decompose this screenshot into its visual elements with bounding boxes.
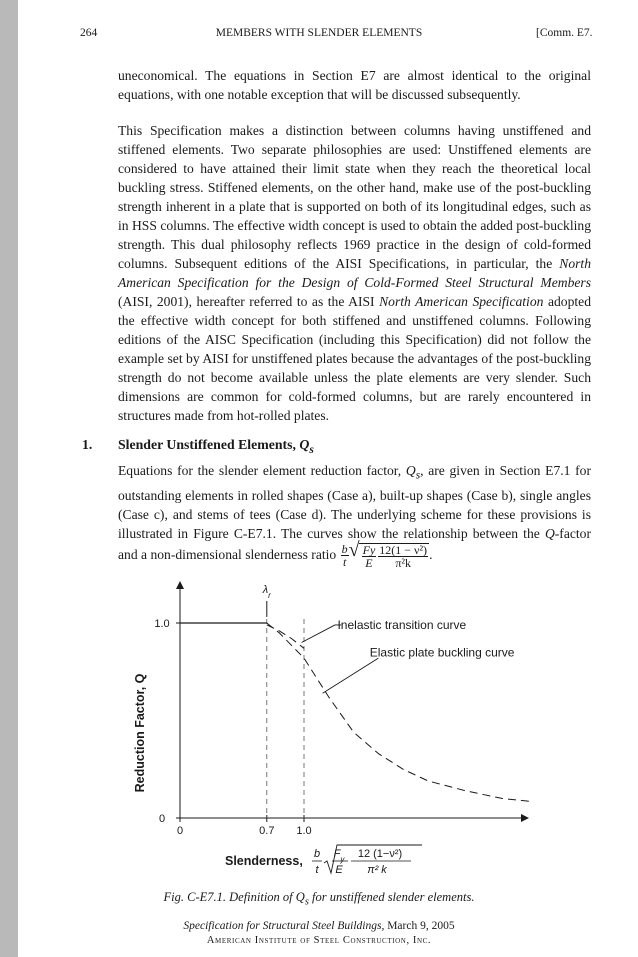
x-tick-label: 0.7 bbox=[259, 825, 275, 837]
page-margin-bar bbox=[0, 0, 18, 957]
text-run: (AISI, 2001), hereafter referred to as the AISI bbox=[118, 294, 380, 309]
citation-title: North American Specification for the Design of Cold-Formed Steel Structural Members bbox=[118, 256, 591, 290]
series-line-1 bbox=[267, 625, 304, 648]
leader-elastic bbox=[323, 658, 379, 693]
y-tick-label: 1.0 bbox=[154, 618, 170, 630]
text-run: This Specification makes a distinction between columns having unstiffened and stiffened elements. Two separate philosophies are used: Unstiffened elements are considered to have attained their limit state when they reach the theoretical local buckling stress. Stiffened elements, on the other hand, make use of the post-buckling strength inherent in a plate that is supported on both of its longitudinal edges, such as in HSS columns. The effective width concept is used to obtain the added post-buckling strength. This dual philosophy reflects 1969 practice in the design of cold-formed columns. Subsequent editions of the AISI Specifications, in particular, the bbox=[118, 123, 591, 271]
annotation-inelastic: Inelastic transition curve bbox=[337, 617, 467, 632]
section-number: 1. bbox=[82, 437, 93, 452]
running-title: MEMBERS WITH SLENDER ELEMENTS bbox=[215, 27, 423, 39]
reduction-factor-chart bbox=[130, 578, 530, 883]
text-run: Equations for the slender element reduction factor, bbox=[118, 463, 406, 478]
symbol-q: Q bbox=[544, 525, 555, 541]
footer-citation: Specification for Structural Steel Buildings, March 9, 2005 bbox=[183, 920, 455, 932]
paragraph-intro: uneconomical. The equations in Section E7 are almost identical to the original equations, with one notable exception that will be discussed subsequently. bbox=[118, 68, 591, 102]
text-run: adopted the effective width concept for both stiffened and unstiffened columns. Following editions of the AISC Specification (including this Specification) did not follow the example set by AISI for unstiffened plates because the advantages of the post-buckling strength do not become available unless the plate elements are very slender. Such dimensions are common for cold-formed columns, but are rarely encountered in structures made from hot-rolled plates. bbox=[118, 294, 591, 423]
paragraph-philosophy bbox=[118, 121, 591, 425]
citation-title: North American Specification bbox=[379, 294, 544, 309]
section-heading-text: Slender Unstiffened Elements, $Q_s$ bbox=[118, 437, 314, 456]
x-tick-label: 1.0 bbox=[296, 825, 312, 837]
y-tick-label: 0 bbox=[158, 813, 166, 825]
xlabel-den: π² k bbox=[367, 864, 387, 876]
symbol-qs: $Q_s$ bbox=[405, 463, 421, 482]
eq-b-over-t: $\frac{b}{t}$ bbox=[341, 542, 348, 570]
xlabel-fy: $F_y$ bbox=[333, 848, 345, 864]
eq-fy-over-e: √ $\frac{Fy}{E}$ bbox=[362, 542, 376, 570]
leader-inelastic bbox=[302, 625, 335, 643]
eq-sqrt bbox=[359, 543, 429, 569]
xlabel-t: t bbox=[315, 864, 319, 876]
xlabel-b: b bbox=[313, 848, 321, 860]
x-tick-label: 0 bbox=[176, 825, 184, 837]
x-axis-label: Slenderness, bbox=[225, 854, 303, 868]
section-heading bbox=[118, 437, 314, 456]
text-run: , are given in Section E7.1 for outstanding elements in rolled shapes (Case a), built-up shapes (Case b), single angles (Case c), and stems of tees (Case d). The underlying scheme for these provisions is illustrated in Figure C-E7.1. The curves show the relationship between the bbox=[118, 463, 591, 541]
eq-poisson-fraction: $\frac{\text{12(1 − ν²)}}{\text{π²k}}$ bbox=[379, 542, 428, 570]
y-axis-label: Reduction Factor, Q bbox=[133, 673, 147, 793]
figure-caption: Fig. C-E7.1. Definition of $Q_s$ for unstiffened slender elements. bbox=[163, 890, 475, 908]
text-run: -factor and a non-dimensional slenderness ratio bbox=[118, 525, 591, 562]
footer-publisher: American Institute of Steel Construction, Inc. bbox=[206, 935, 432, 946]
lambda-label: $\lambda_r$ bbox=[262, 584, 271, 600]
annotation-elastic: Elastic plate buckling curve bbox=[369, 645, 515, 660]
xlabel-e: E bbox=[335, 864, 343, 876]
xlabel-num: 12 (1−ν²) bbox=[357, 848, 403, 860]
page-number: 264 bbox=[80, 27, 98, 39]
section-reference: [Comm. E7. bbox=[536, 27, 593, 39]
paragraph-equations: Equations for the slender element reduction factor, $Q_s$, are given in Section E7.1 for outstanding elements in rolled shapes (Case a), built-up shapes (Case b), single angles (Case c), and stems of tees (Case d). The underlying scheme for these provisions is illustrated in Figure C-E7.1. The curves show the relationship between the Q-factor and a non-dimensional slenderness ratio $\frac{b}{t}$ √ $\frac{Fy}{E}$ $\frac{\text{12(1 − ν²)}}{\text{π²k}}$ . bbox=[118, 461, 591, 569]
